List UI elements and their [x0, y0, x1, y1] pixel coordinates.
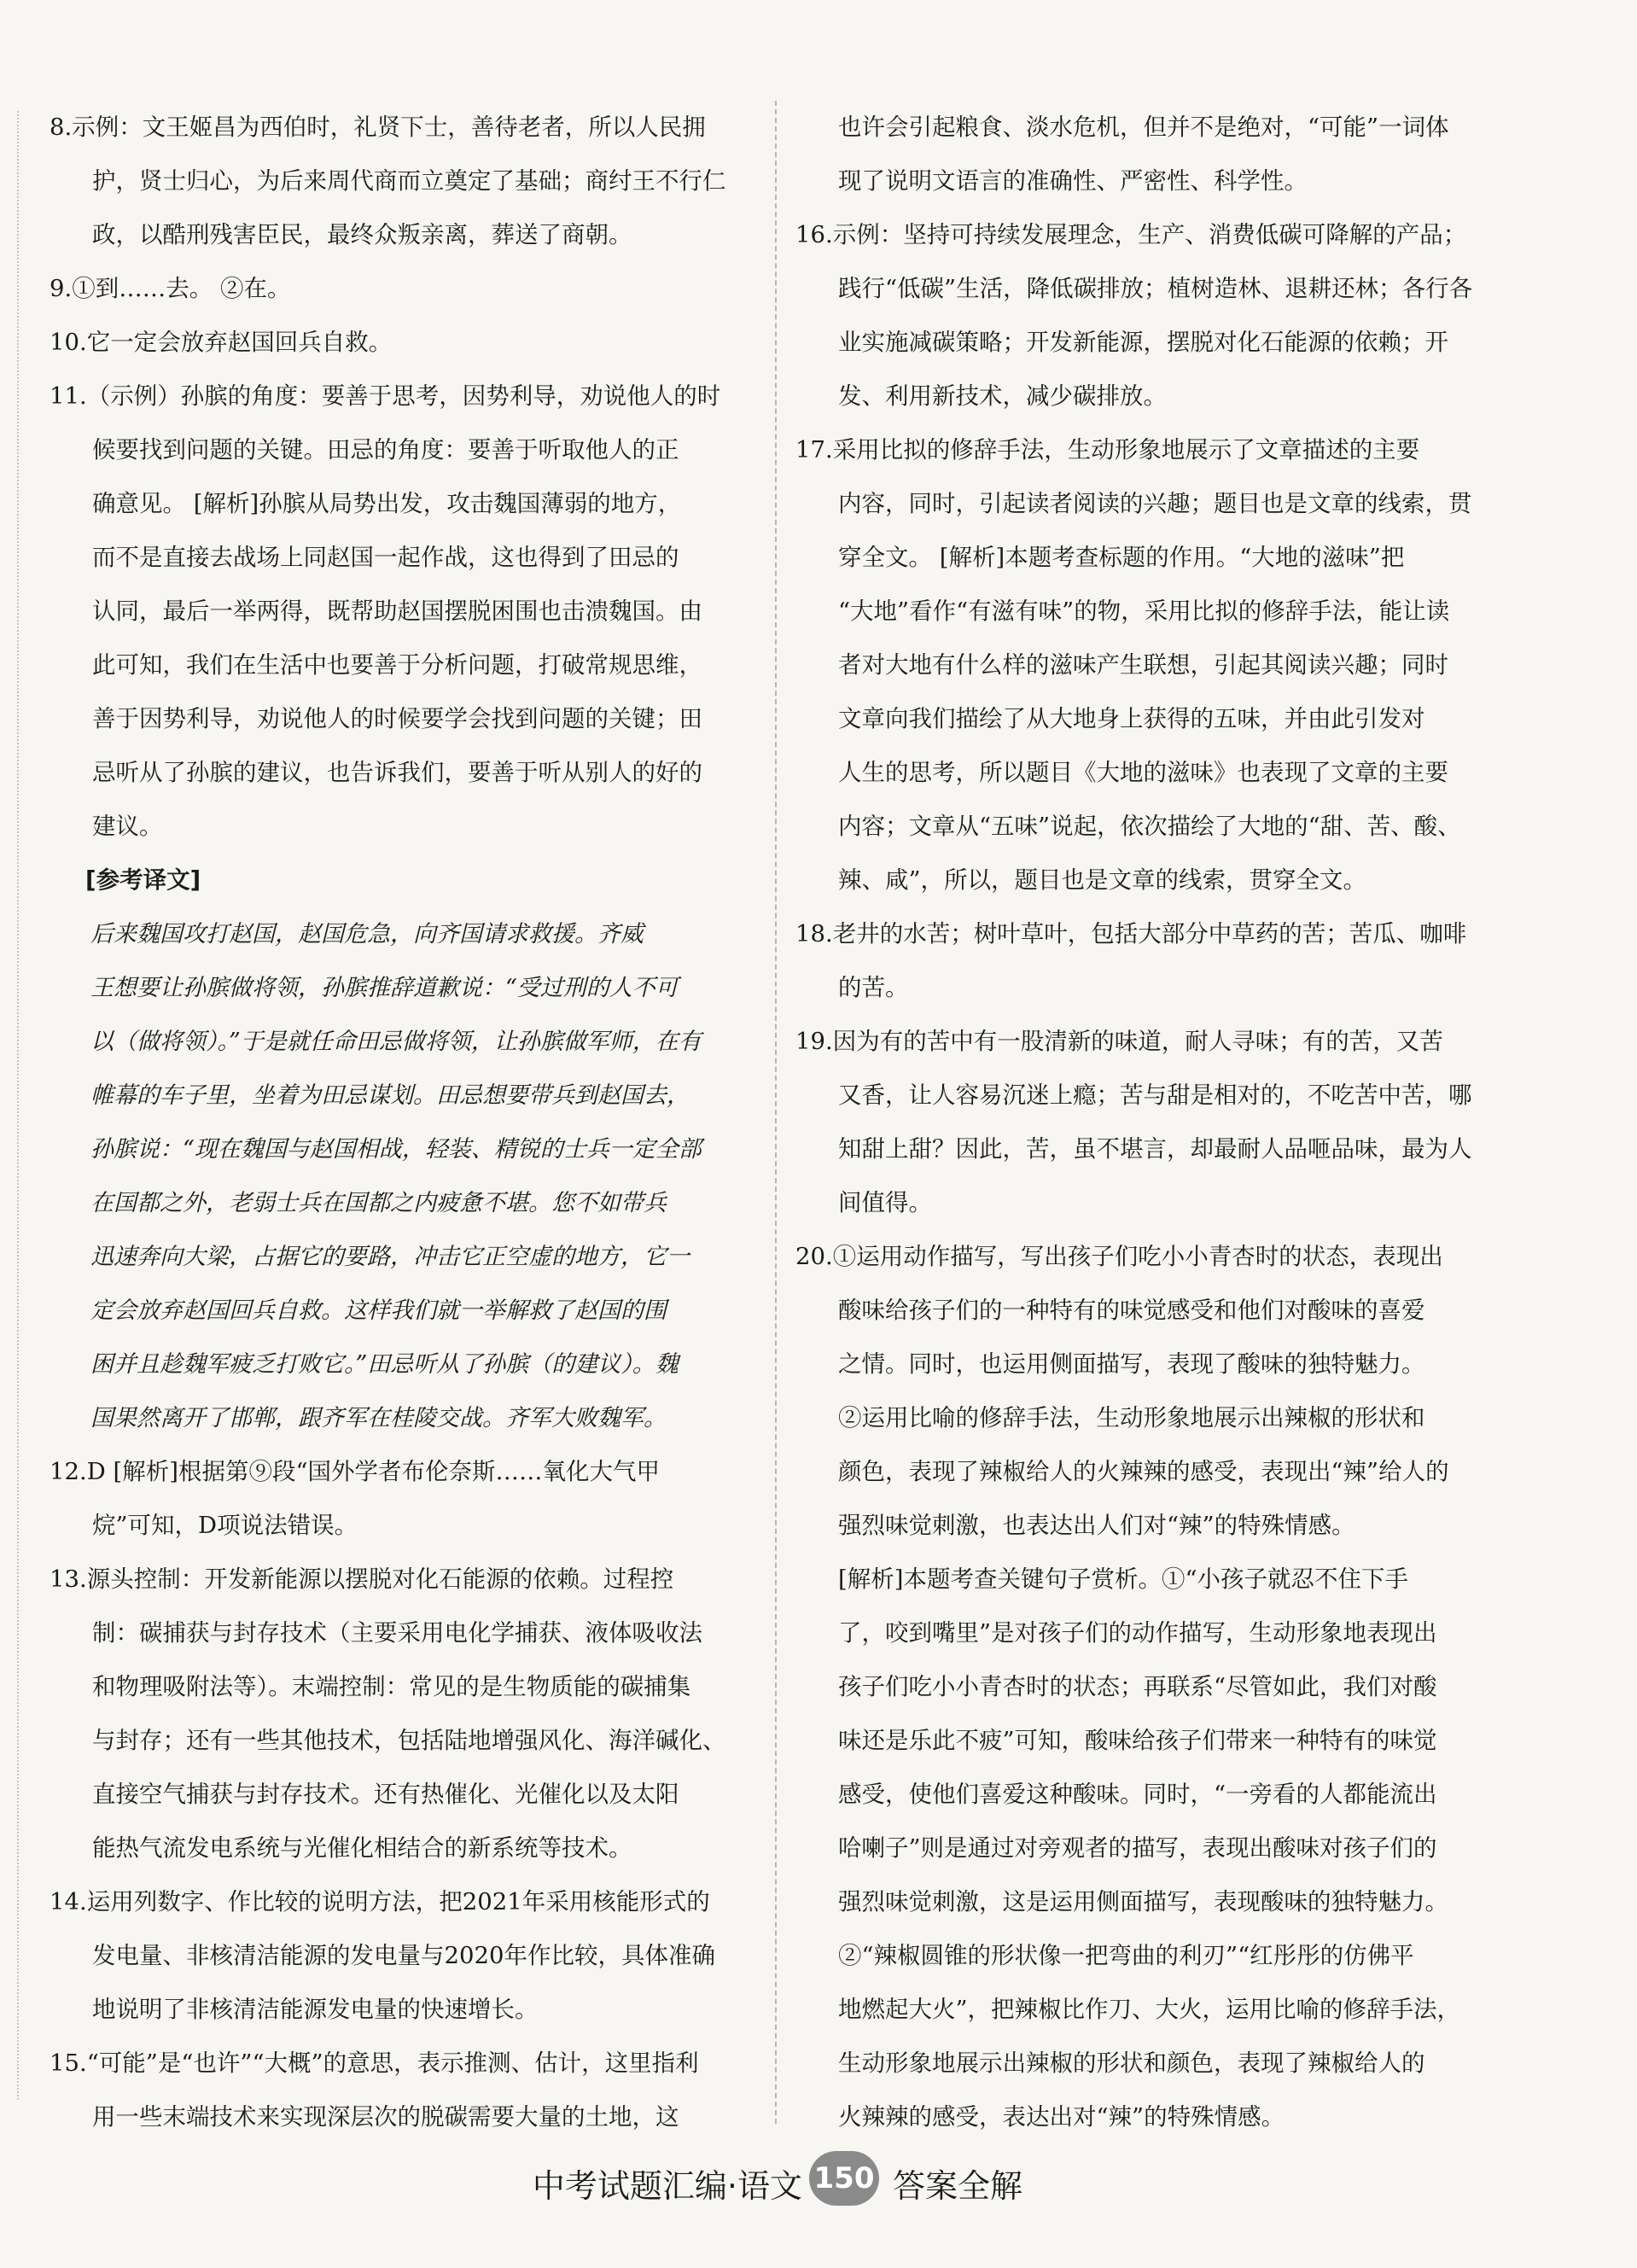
page-number: 150: [809, 2151, 879, 2206]
binding-edge: [17, 111, 19, 2100]
book-title: 中考试题汇编·语文: [532, 2167, 802, 2205]
answer-10: 10.它一定会放弃赵国回兵自救。: [50, 329, 393, 356]
answer-13: 13.源头控制：开发新能源以摆脱对化石能源的依赖。过程控 制：碳捕获与封存技术（主要采用电化学捕获、液体吸收法 和物理吸附法等）。末端控制：常见的是生物质能的碳捕集 与封存；还有一些其他技术，包括陆地增强风化、海洋碱化、 直接空气捕获与封存技术。还有热催化、光催化以及太阳 能热气流发电系统与光催化相结合的新系统等技术。: [50, 1565, 726, 1862]
answer-20: 20.①运用动作描写，写出孩子们吃小小青杏时的状态，表现出 酸味给孩子们的一种特有的味觉感受和他们对酸味的喜爱 之情。同时，也运用侧面描写，表现了酸味的独特魅力。 ②运用比喻的修辞手法，生动形象地展示出辣椒的形状和 颜色，表现了辣椒给人的火辣辣的感受，表现出“辣”给人的 强烈味觉刺激，也表达出人们对“辣”的特殊情感。 [解析]本题考查关键句子赏析。①“小孩子就忍不住下手 了，咬到嘴里”是对孩子们的动作描写，生动形象地表现出 孩子们吃小小青杏时的状态；再联系“尽管如此，我们对酸 味还是乐此不疲”可知，酸味给孩子们带来一种特有的味觉 感受，使他们喜爱这种酸味。同时，“一旁看的人都能流出 哈喇子”则是通过对旁观者的描写，表现出酸味对孩子们的 强烈味觉刺激，这是运用侧面描写，表现酸味的独特魅力。 ②“辣椒圆锥的形状像一把弯曲的利刃”“红彤彤的仿佛平 地燃起大火”，把辣椒比作刀、大火，运用比喻的修辞手法， 生动形象地展示出辣椒的形状和颜色，表现了辣椒给人的 火辣辣的感受，表达出对“辣”的特殊情感。: [795, 1243, 1461, 2131]
answer-18: 18.老井的水苦；树叶草叶，包括大部分中草药的苦；苦瓜、咖啡 的苦。: [795, 920, 1467, 1001]
answer-15: 15.“可能”是“也许”“大概”的意思，表示推测、估计，这里指利 用一些末端技术来实现深层次的脱碳需要大量的土地，这: [50, 2049, 699, 2131]
answer-14: 14.运用列数字、作比较的说明方法，把2021年采用核能形式的 发电量、非核清洁能源的发电量与2020年作比较，具体准确 地说明了非核清洁能源发电量的快速增长。: [50, 1888, 715, 2023]
answer-9: 9.①到……去。 ②在。: [50, 275, 291, 302]
right-column: [795, 101, 1529, 2144]
answer-12: 12.D [解析]根据第⑨段“国外学者布伦奈斯……氧化大气甲 烷”可知，D项说法错误。: [50, 1458, 661, 1539]
reference-translation: [参考译文] 后来魏国攻打赵国，赵国危急，向齐国请求救援。齐威 王想要让孙膑做将领，孙膑推辞道歉说：“受过刑的人不可 以（做将领）。”于是就任命田忌做将领，让孙膑做军师，在有 帷幕的车子里，坐着为田忌谋划。田忌想要带兵到赵国去， 孙膑说：“现在魏国与赵国相战，轻装、精锐的士兵一定全部 在国都之外，老弱士兵在国都之内疲惫不堪。您不如带兵 迅速奔向大梁，占据它的要路，冲击它正空虚的地方，它一 定会放弃赵国回兵自救。这样我们就一举解救了赵国的围 困并且趁魏军疲乏打败它。”田忌听从了孙膑（的建议）。魏 国果然离开了邯郸，跟齐军在桂陵交战。齐军大败魏军。: [50, 854, 784, 1445]
answer-19: 19.因为有的苦中有一股清新的味道，耐人寻味；有的苦，又苦 又香，让人容易沉迷上瘾；苦与甜是相对的，不吃苦中苦，哪 知甜上甜？因此，苦，虽不堪言，却最耐人品咂品味，最为人 间值得。: [795, 1028, 1472, 1216]
answer-8: 8.示例：文王姬昌为西伯时，礼贤下士，善待老者，所以人民拥 护，贤士归心，为后来周代商而立奠定了基础；商纣王不行仁 政，以酷刑残害臣民，最终众叛亲离，葬送了商朝。: [50, 114, 726, 248]
reference-translation-title: [参考译文]: [85, 866, 201, 894]
answer-17: 17.采用比拟的修辞手法，生动形象地展示了文章描述的主要 内容，同时，引起读者阅读的兴趣；题目也是文章的线索，贯 穿全文。 [解析]本题考查标题的作用。“大地的滋味”把 “大地”看作“有滋有味”的物，采用比拟的修辞手法，能让读 者对大地有什么样的滋味产生联想，引起其阅读兴趣；同时 文章向我们描绘了从大地身上获得的五味，并由此引发对 人生的思考，所以题目《大地的滋味》也表现了文章的主要 内容；文章从“五味”说起，依次描绘了大地的“甜、苦、酸、 辣、咸”，所以，题目也是文章的线索，贯穿全文。: [795, 436, 1472, 894]
left-column: [50, 101, 784, 2144]
section-title: 答案全解: [893, 2167, 1023, 2205]
answer-16: 16.示例：坚持可持续发展理念，生产、消费低碳可降解的产品； 践行“低碳”生活，降低碳排放；植树造林、退耕还林；各行各 业实施减碳策略；开发新能源，摆脱对化石能源的依赖；开 发、利用新技术，减少碳排放。: [795, 221, 1473, 410]
answer-11: 11.（示例）孙膑的角度：要善于思考，因势利导，劝说他人的时 候要找到问题的关键。田忌的角度：要善于听取他人的正 确意见。 [解析]孙膑从局势出发，攻击魏国薄弱的地方， 而不是直接去战场上同赵国一起作战，这也得到了田忌的 认同，最后一举两得，既帮助赵国摆脱困围也击溃魏国。由 此可知，我们在生活中也要善于分析问题，打破常规思维， 善于因势利导，劝说他人的时候要学会找到问题的关键；田 忌听从了孙膑的建议，也告诉我们，要善于听从别人的好的 建议。: [50, 382, 721, 840]
answer-15-continued: 也许会引起粮食、淡水危机，但并不是绝对，“可能”一词体 现了说明文语言的准确性、严密性、科学性。: [838, 114, 1449, 195]
page-footer: [0, 2151, 1637, 2211]
